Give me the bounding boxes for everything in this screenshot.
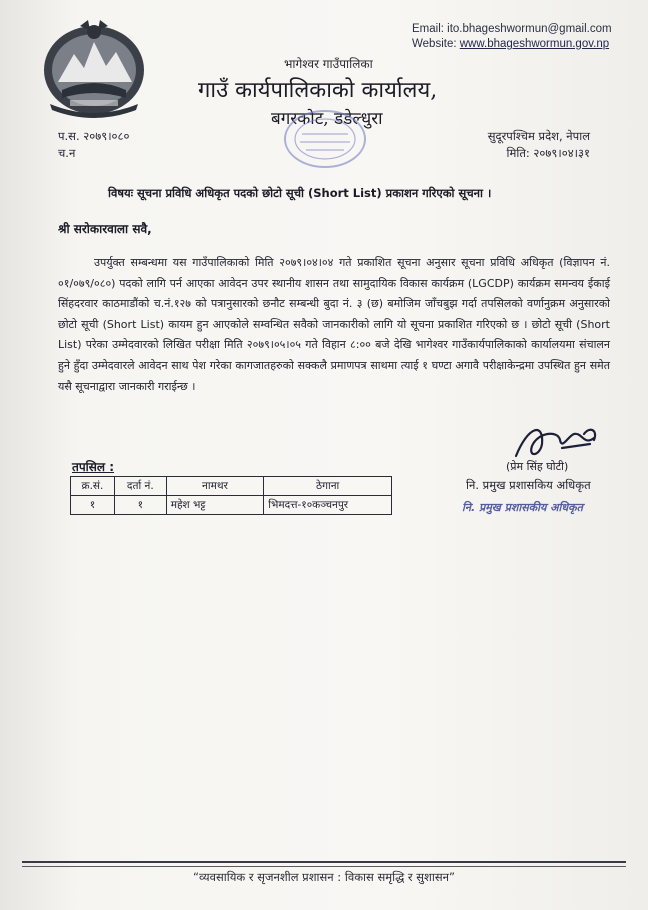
footer-divider (22, 861, 626, 863)
patra-sankhya: प.स. २०७९।०८० (58, 129, 130, 143)
table-header-row (71, 477, 392, 496)
row-serial: १ (71, 496, 115, 515)
chalani-number: च.न (58, 146, 76, 160)
salutation: श्री सरोकारवाला सवै, (58, 222, 152, 236)
office-stamp-icon (282, 108, 368, 170)
signatory-stamp: नि. प्रमुख प्रशासकीय अधिकृत (462, 501, 583, 514)
shortlist-table (70, 476, 392, 515)
signatory-name: (प्रेम सिंह घोटी) (506, 460, 569, 473)
row-registration: १ (114, 496, 166, 515)
nepal-emblem-icon (40, 18, 148, 118)
footer-divider-thin (22, 866, 626, 867)
notice-body: उपर्युक्त सम्बन्धमा यस गाउँपालिकाको मिति २०७९।०४।०४ गते प्रकाशित सूचना अनुसार सूचना प्रविधि अधिकृत (विज्ञापन नं. ०१/०७९/०८०) पदको लागि पर्न आएका आवेदन उपर स्थानीय शासन तथा सामुदायिक विकास कार्यक्रम (LGCDP) कार्यक्रम समन्वय ईकाई सिंहदरवार काठमाडौंको च.नं.१२७ को पत्रानुसारको छनौट सम्बन्धी बुदा नं. ३ (छ) बमोजिम जाँचबुझ गर्दा तपसिलको वर्णानुक्रम अनुसारको छोटो सूची (Short List) कायम हुन आएकोले सम्वन्धित सवैको जानकारीको लागि यो सूचना प्रकाशित गरिएको छ । छोटो सूची (Short List) परेका उम्मेदवारको लिखित परीक्षा मिति २०७९।०५।०५ गते विहान ८:०० बजे देखि भागेश्वर गाउँकार्यपालिकाको कार्यालयमा संचालन हुने हुँदा उम्मेदवारले आवेदन साथ पेश गरेका कागजातहरुको सक्कलै प्रमाणपत्र साथमा त्याई १ घण्टा अगावै परीक्षाकेन्द्रमा उपस्थित हुन समेत यसै सूचनाद्वारा जानकारी गराईन्छ । (58, 256, 610, 393)
row-name: महेश भट्ट (166, 496, 264, 515)
reference-block (58, 128, 130, 162)
contact-info (412, 22, 612, 52)
list-heading: तपसिल : (72, 460, 114, 474)
footer-slogan: “व्यवसायिक र सृजनशील प्रशासन : विकास समृद्धि र सुशासन” (193, 870, 455, 884)
office-title: गाउँ कार्यपालिकाको कार्यालय, (198, 78, 438, 103)
row-address: भिमदत्त-१०कञ्चनपुर (264, 496, 392, 515)
email-text: Email: ito.bhageshwormun@gmail.com (412, 23, 612, 35)
website-label: Website: (412, 38, 460, 50)
table-row (71, 496, 392, 515)
office-subtitle: भागेश्वर गाउँपालिका (284, 57, 373, 71)
province-name: सुदूरपश्चिम प्रदेश, नेपाल (487, 129, 590, 143)
column-header: क्र.सं. (71, 477, 115, 496)
website-link[interactable]: www.bhageshwormun.gov.np (459, 38, 610, 50)
letter-date: मिति: २०७९।०४।३१ (506, 146, 590, 160)
signatory-title: नि. प्रमुख प्रशासकिय अधिकृत (466, 478, 591, 492)
office-location: बगरकोट, डडेल्धुरा (271, 109, 383, 129)
column-header: ठेगाना (264, 477, 392, 496)
subject-line: विषयः सूचना प्रविधि अधिकृत पदको छोटो सूची (Short List) प्रकाशन गरिएको सूचना । (108, 186, 492, 200)
column-header: नामथर (166, 477, 264, 496)
province-block (488, 128, 590, 162)
website-row (412, 37, 612, 52)
column-header: दर्ता नं. (114, 477, 166, 496)
